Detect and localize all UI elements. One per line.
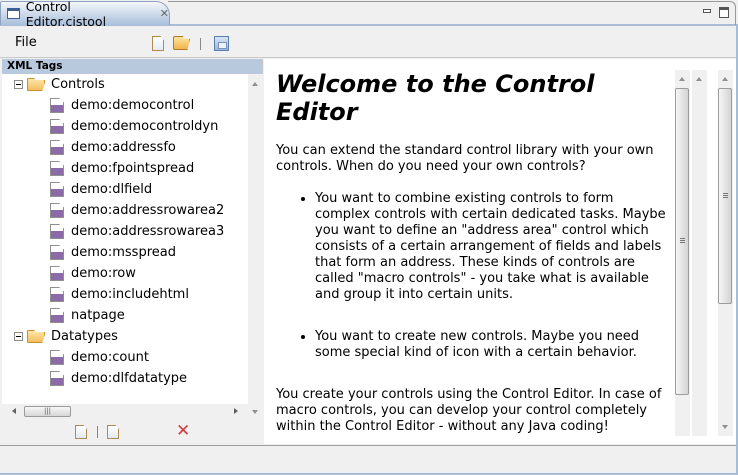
xml-file-icon: [50, 119, 64, 134]
tab-label: Control Editor.cistool: [25, 0, 107, 29]
tree-label: demo:fpointspread: [71, 161, 195, 176]
xml-tags-tree[interactable]: [2, 74, 248, 404]
welcome-article: [276, 70, 671, 436]
tree-actions-bar: [2, 419, 263, 444]
scroll-down-icon[interactable]: [722, 425, 728, 429]
outer-vertical-scrollbar[interactable]: [718, 70, 733, 436]
scroll-right-icon[interactable]: [234, 408, 238, 414]
xml-file-icon: [50, 245, 64, 260]
tree-item[interactable]: [2, 347, 248, 368]
open-folder-icon[interactable]: [173, 36, 190, 50]
reasons-list: [315, 191, 671, 361]
scroll-up-icon[interactable]: [696, 77, 702, 81]
xml-tags-panel: [2, 59, 263, 444]
actions-separator: [97, 426, 98, 438]
close-icon[interactable]: ✕: [159, 7, 169, 20]
tree-label: demo:dlfield: [71, 182, 153, 197]
tree-label: demo:democontrol: [71, 98, 195, 113]
tree-folder-datatypes[interactable]: [2, 326, 248, 347]
list-item: • You want to create new controls. Maybe you need some special kind of icon with a certain behavior.: [315, 329, 671, 361]
tree-item[interactable]: [2, 242, 248, 263]
xml-file-icon: [50, 140, 64, 155]
xml-file-icon: [50, 224, 64, 239]
xml-file-icon: [50, 203, 64, 218]
xml-file-icon: [50, 287, 64, 302]
tree-vertical-scrollbar[interactable]: [248, 74, 263, 419]
content-vertical-scrollbar[interactable]: [675, 70, 690, 436]
tree-label: Datatypes: [51, 329, 118, 344]
new-tag-icon[interactable]: [75, 425, 87, 439]
scroll-thumb[interactable]: [675, 88, 689, 395]
menu-file[interactable]: File: [15, 35, 37, 50]
xml-file-icon: [50, 308, 64, 323]
folder-open-icon: [27, 78, 45, 91]
tree-item[interactable]: [2, 137, 248, 158]
tab-strip: [0, 0, 738, 29]
scroll-left-icon[interactable]: [12, 408, 16, 414]
xml-file-icon: [50, 266, 64, 281]
tree-label: natpage: [71, 308, 125, 323]
tree-label: demo:includehtml: [71, 287, 189, 302]
tree-folder-controls[interactable]: [2, 74, 248, 95]
xml-file-icon: [50, 371, 64, 386]
scroll-thumb[interactable]: [718, 88, 732, 304]
collapse-icon[interactable]: [14, 332, 23, 341]
tree-label: demo:msspread: [71, 245, 176, 260]
list-item: • You want to combine existing controls to form complex controls with certain dedicated tasks. Maybe you want to define an "address area" control which consists of a certain arrangement of fields and labels that form an address. These kinds of controls are called "macro controls" - you take what is available and group it into certain units.: [315, 191, 671, 303]
panel-header: XML Tags: [2, 59, 262, 74]
toolbar: [0, 28, 736, 58]
save-icon[interactable]: [214, 36, 229, 51]
maximize-icon[interactable]: [719, 7, 729, 18]
status-bar: [0, 445, 736, 473]
tree-item[interactable]: [2, 221, 248, 242]
scroll-down-icon[interactable]: [252, 410, 258, 414]
intro-paragraph: You can extend the standard control library with your own controls. When do you need your own controls?: [276, 143, 654, 174]
minimize-icon[interactable]: [703, 9, 711, 13]
tree-item[interactable]: [2, 284, 248, 305]
xml-file-icon: [50, 350, 64, 365]
tab-strip-fill: [168, 1, 736, 25]
editor-window-icon: [7, 8, 20, 19]
tree-horizontal-scrollbar[interactable]: [2, 404, 248, 419]
new-document-icon[interactable]: [152, 36, 164, 51]
scroll-up-icon[interactable]: [252, 82, 258, 86]
tree-item[interactable]: [2, 179, 248, 200]
tree-item[interactable]: [2, 368, 248, 389]
delete-icon[interactable]: ✕: [176, 421, 191, 441]
inner-scrollbar-track[interactable]: [692, 70, 707, 436]
scroll-up-icon[interactable]: [722, 77, 728, 81]
tree-item[interactable]: [2, 200, 248, 221]
xml-file-icon: [50, 98, 64, 113]
tree-item[interactable]: [2, 305, 248, 326]
tree-label: demo:democontroldyn: [71, 119, 219, 134]
tree-label: demo:row: [71, 266, 136, 281]
collapse-icon[interactable]: [14, 80, 23, 89]
tree-label: demo:count: [71, 350, 149, 365]
scroll-thumb[interactable]: |||: [24, 406, 71, 417]
tree-label: demo:addressrowarea3: [71, 224, 225, 239]
tree-label: demo:addressrowarea2: [71, 203, 225, 218]
tree-item[interactable]: [2, 116, 248, 137]
welcome-content: [264, 59, 736, 444]
tree-item[interactable]: [2, 95, 248, 116]
xml-file-icon: [50, 161, 64, 176]
outro-paragraph: You create your controls using the Control Editor. In case of macro controls, you can develop your control completely within the Control Editor - without any Java coding!: [276, 387, 662, 434]
tree-label: demo:addressfo: [71, 140, 176, 155]
xml-file-icon: [50, 182, 64, 197]
toolbar-separator: [200, 38, 201, 50]
new-child-tag-icon[interactable]: [107, 425, 119, 439]
folder-open-icon: [27, 330, 45, 343]
tree-item[interactable]: [2, 263, 248, 284]
tab-control-editor[interactable]: [0, 0, 170, 29]
tree-label: Controls: [51, 77, 105, 92]
tree-item[interactable]: [2, 158, 248, 179]
page-title: Welcome to the Control Editor: [276, 70, 595, 126]
scroll-up-icon[interactable]: [679, 77, 685, 81]
tree-label: demo:dlfdatatype: [71, 371, 188, 386]
